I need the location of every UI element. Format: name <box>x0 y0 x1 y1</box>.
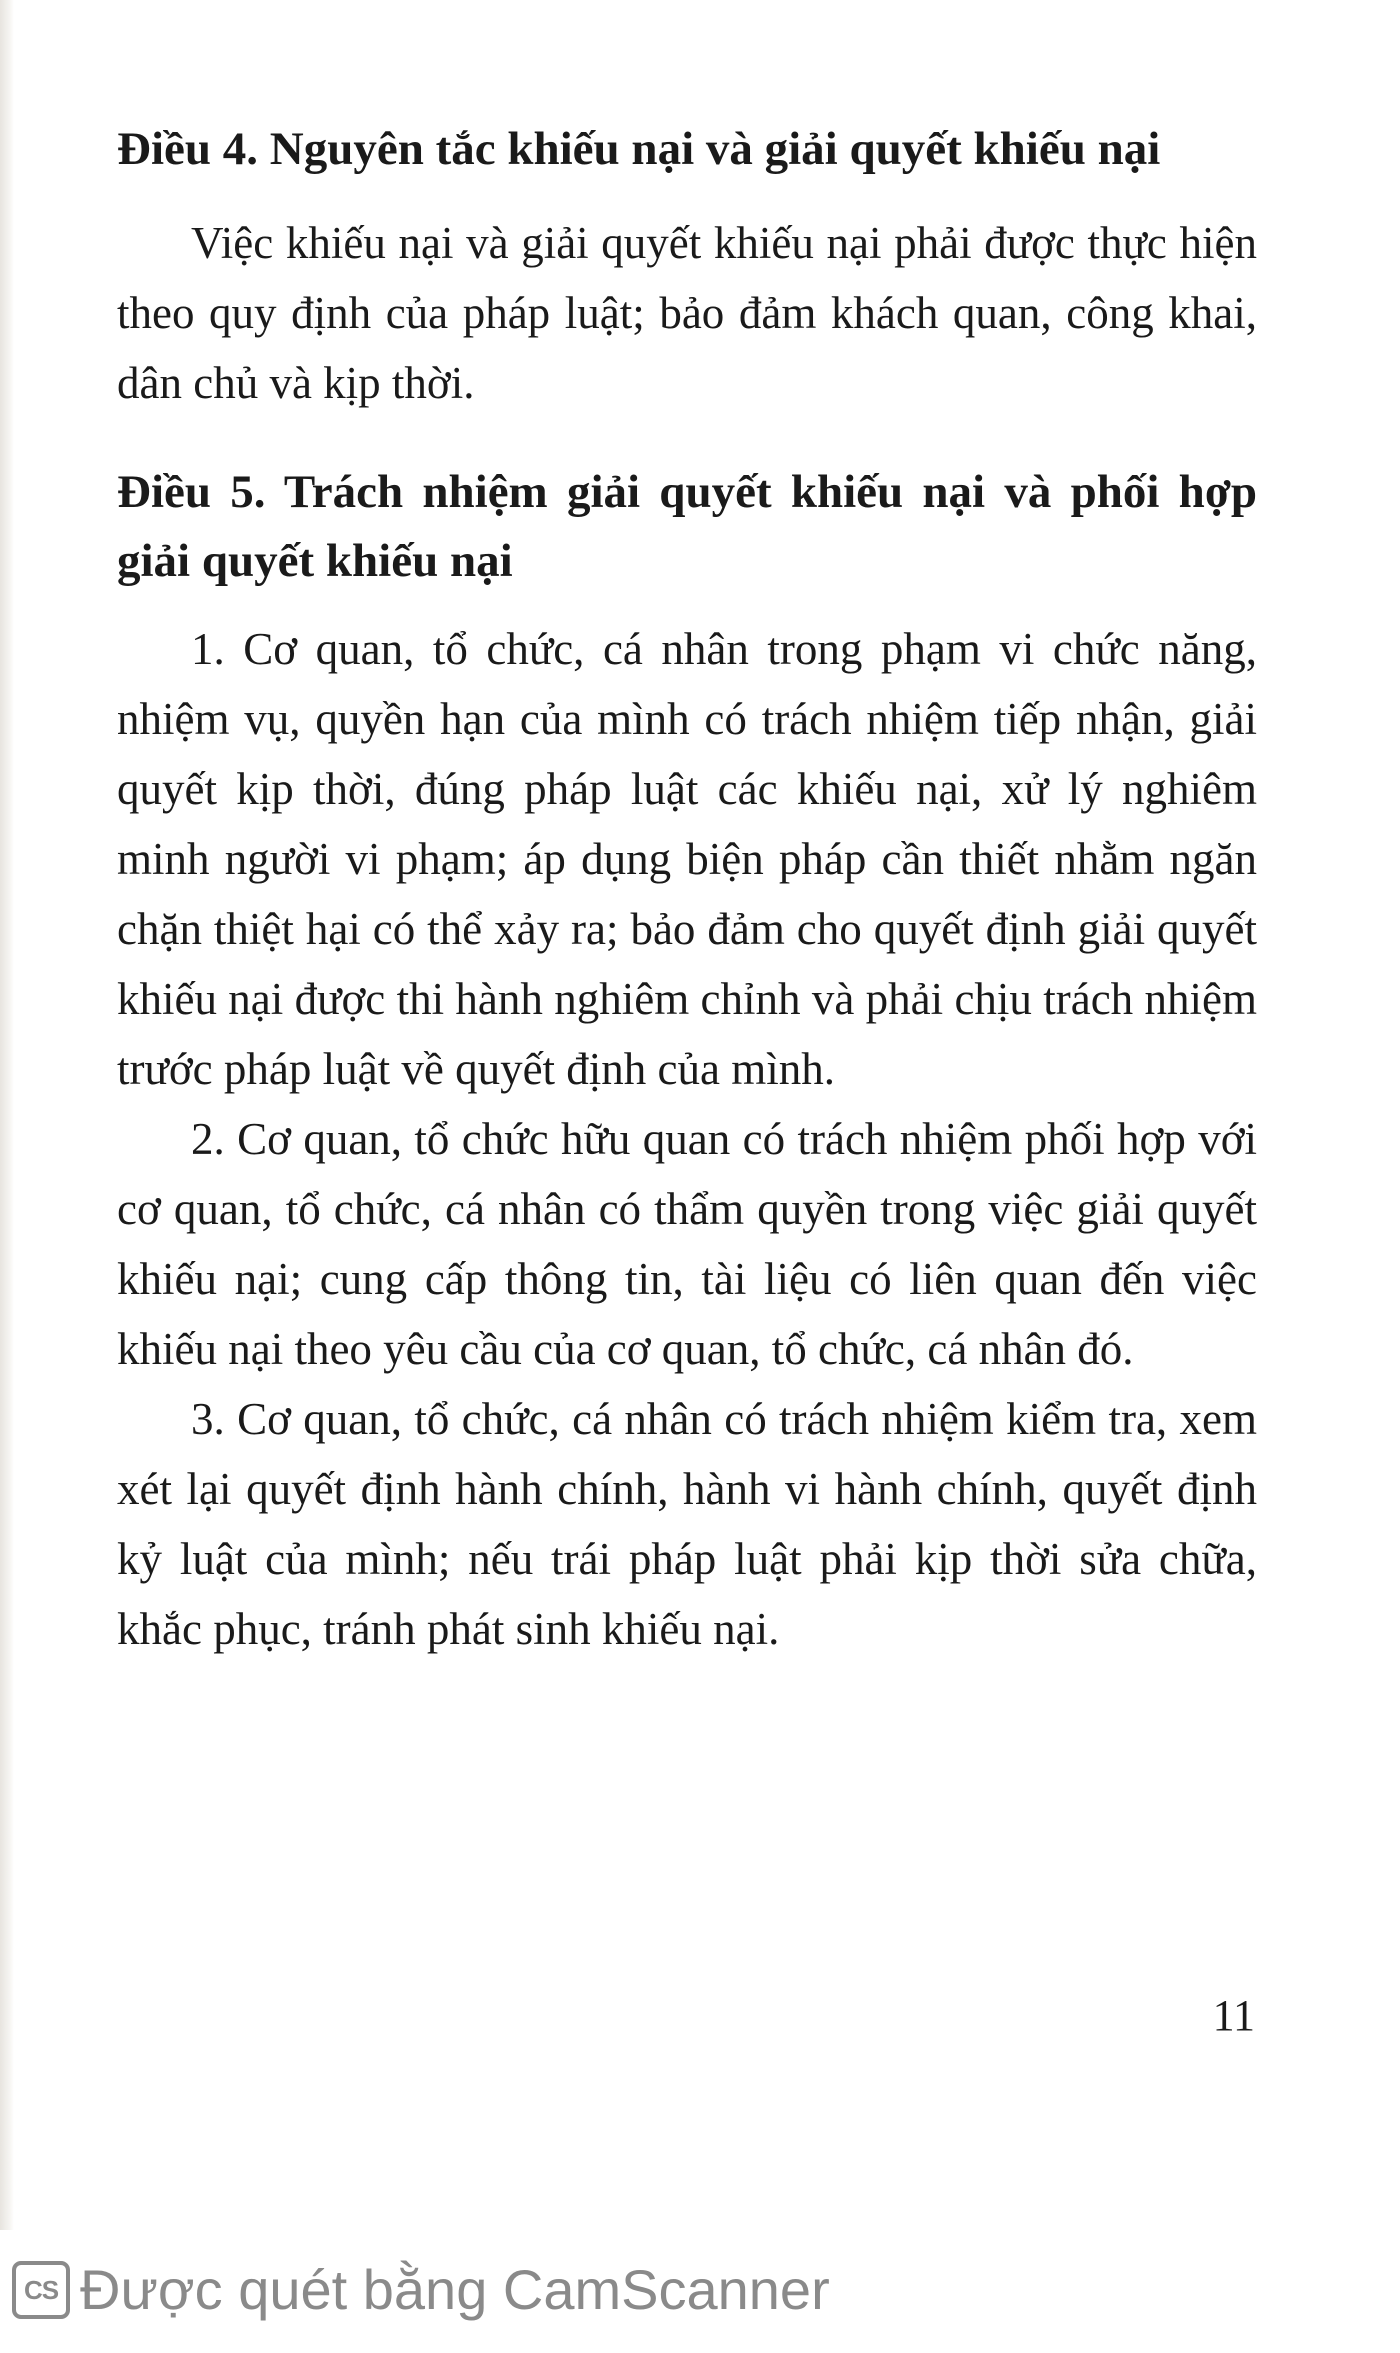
article-4-heading: Điều 4. Nguyên tắc khiếu nại và giải quyết khiếu nại <box>117 123 1161 175</box>
article-5-clause-3: 3. Cơ quan, tổ chức, cá nhân có trách nhiệm kiểm tra, xem xét lại quyết định hành chính, hành vi hành chính, quyết định kỷ luật của mình; nếu trái pháp luật phải kịp thời sửa chữa, khắc phục, tránh phát sinh khiếu nại. <box>117 1394 1257 1654</box>
article-5-clause-2: 2. Cơ quan, tổ chức hữu quan có trách nhiệm phối hợp với cơ quan, tổ chức, cá nhân có thẩm quyền trong việc giải quyết khiếu nại; cung cấp thông tin, tài liệu có liên quan đến việc khiếu nại theo yêu cầu của cơ quan, tổ chức, cá nhân đó. <box>117 1114 1257 1374</box>
camscanner-logo-icon: CS <box>12 2261 70 2319</box>
article-5-clause-1: 1. Cơ quan, tổ chức, cá nhân trong phạm vi chức năng, nhiệm vụ, quyền hạn của mình có trách nhiệm tiếp nhận, giải quyết kịp thời, đúng pháp luật các khiếu nại, xử lý nghiêm minh người vi phạm; áp dụng biện pháp cần thiết nhằm ngăn chặn thiệt hại có thể xảy ra; bảo đảm cho quyết định giải quyết khiếu nại được thi hành nghiêm chỉnh và phải chịu trách nhiệm trước pháp luật về quyết định của mình. <box>117 624 1257 1094</box>
page-number: 11 <box>1212 1991 1255 2040</box>
article-4-paragraph: Việc khiếu nại và giải quyết khiếu nại phải được thực hiện theo quy định của pháp luật; bảo đảm khách quan, công khai, dân chủ và kịp thời. <box>117 218 1257 408</box>
page-edge-shadow <box>0 0 14 2230</box>
document-page <box>117 115 1257 1664</box>
watermark-text: Được quét bằng CamScanner <box>80 2258 830 2321</box>
article-5-heading: Điều 5. Trách nhiệm giải quyết khiếu nại và phối hợp giải quyết khiếu nại <box>117 466 1257 587</box>
camscanner-watermark <box>0 2250 830 2330</box>
